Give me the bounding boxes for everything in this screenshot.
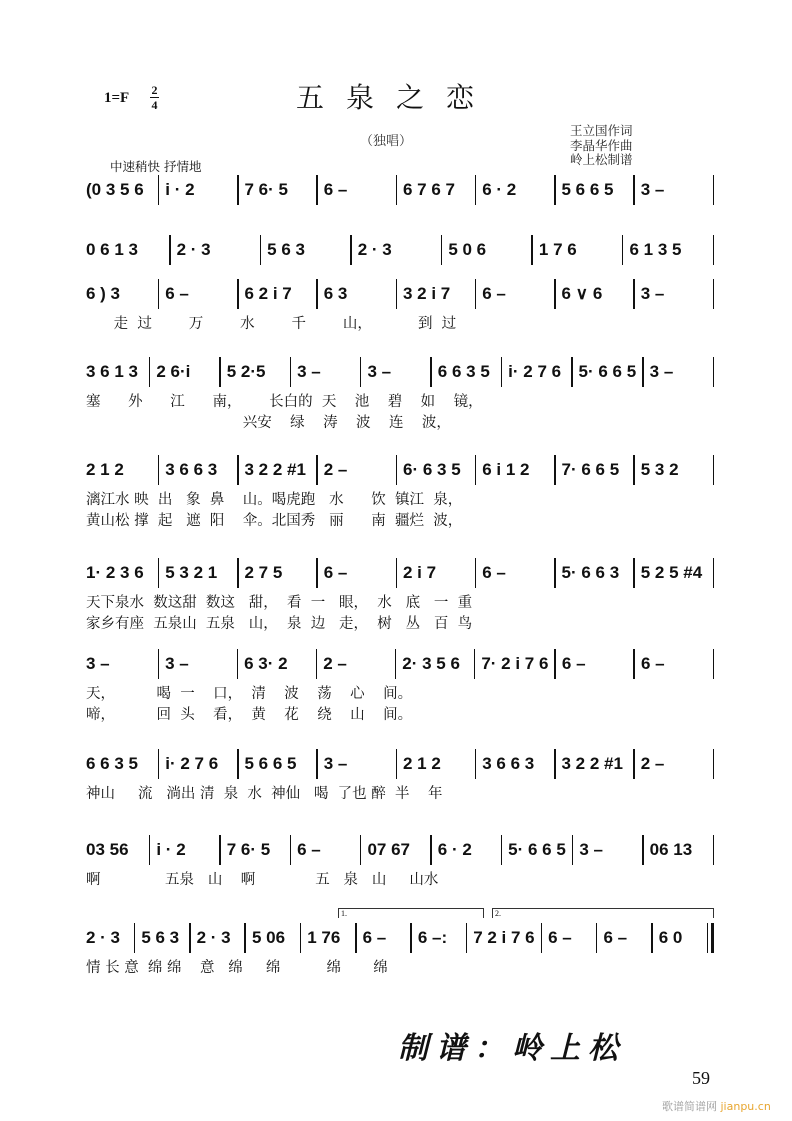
measure: 2 1 2 xyxy=(86,460,124,479)
measure: 5· 6 6 3 xyxy=(561,563,620,582)
measure: 2 · 3 xyxy=(357,240,392,259)
measure: 6 0 xyxy=(658,928,683,947)
barline xyxy=(713,455,715,485)
measure: 6 –: xyxy=(417,928,448,947)
measure: 5 2 5 #4 xyxy=(640,563,703,582)
final-barline xyxy=(707,923,715,953)
score-line xyxy=(86,646,714,724)
measure: 7 2 i 7 6 xyxy=(473,928,535,947)
measure: 6 – xyxy=(323,180,348,199)
notes-row xyxy=(86,646,714,682)
measure: 2 7 5 xyxy=(244,563,283,582)
lyrics-verse-1: 天下泉水 数这甜 数这 甜， 看 一 眼， 水 底 一 重 xyxy=(86,595,473,611)
lyrics-verse-2: 啼， 回 头 看， 黄 花 绕 山 间。 xyxy=(86,707,413,723)
notes-row xyxy=(86,232,714,268)
measure: 06 13 xyxy=(649,840,693,859)
measure: 3 – xyxy=(579,840,603,859)
subtitle: （独唱） xyxy=(360,134,413,149)
measure: 6 – xyxy=(165,284,189,303)
notes-row xyxy=(86,832,714,868)
measure: 3 6 6 3 xyxy=(482,754,535,773)
measure: 6 ∨ 6 xyxy=(561,284,603,303)
measure: 2 · 3 xyxy=(176,240,211,259)
barline xyxy=(713,279,715,309)
notes-row xyxy=(86,276,714,312)
measure: 6 2 i 7 xyxy=(244,284,292,303)
time-signature-top: 2 xyxy=(151,83,158,97)
lyrics-verse-1: 走 过 万 水 千 山， 到 过 xyxy=(86,316,457,332)
score-line xyxy=(86,555,714,633)
measure: 2· 3 5 6 xyxy=(402,654,460,673)
barline xyxy=(713,175,715,205)
watermark-text: 歌谱简谱网 xyxy=(662,1100,717,1113)
notes-row xyxy=(86,555,714,591)
measure: 3 6 1 3 xyxy=(86,362,138,381)
measure: 6 1 3 5 xyxy=(629,240,682,259)
score-line xyxy=(86,354,714,432)
measure: 3 2 2 #1 xyxy=(244,460,306,479)
measure: i· 2 7 6 xyxy=(508,362,562,381)
watermark-url: jianpu.cn xyxy=(720,1100,771,1113)
notes-row xyxy=(86,172,714,208)
measure: i · 2 xyxy=(165,180,195,199)
measure: 6 – xyxy=(323,563,348,582)
barline xyxy=(713,357,715,387)
measure: 6 – xyxy=(362,928,387,947)
score-line xyxy=(86,276,714,333)
measure: 5 6 3 xyxy=(141,928,180,947)
measure: (0 3 5 6 xyxy=(86,180,144,199)
measure: 2 6·i xyxy=(156,362,191,381)
measure: 6 6 3 5 xyxy=(437,362,490,381)
time-signature-bottom: 4 xyxy=(151,98,158,112)
measure: 6 3· 2 xyxy=(244,654,288,673)
measure: 3 – xyxy=(367,362,392,381)
measure: 1 76 xyxy=(307,928,341,947)
barline xyxy=(713,558,715,588)
measure: 6 ) 3 xyxy=(86,284,121,303)
notes-row xyxy=(86,746,714,782)
barline xyxy=(713,235,715,265)
measure: 6 6 3 5 xyxy=(86,754,138,773)
measure: 3 – xyxy=(649,362,674,381)
barline xyxy=(713,649,715,679)
measure: 3 – xyxy=(323,754,348,773)
watermark xyxy=(662,1098,771,1114)
measure: 6 – xyxy=(482,284,506,303)
measure: 2 1 2 xyxy=(403,754,441,773)
score-line xyxy=(86,909,714,977)
measure: 7 6· 5 xyxy=(226,840,271,859)
lyrics-verse-1: 神山 流 淌出 清 泉 水 神仙 喝 了也 醉 半 年 xyxy=(86,786,443,802)
measure: 5 3 2 xyxy=(640,460,679,479)
measure: 03 56 xyxy=(86,840,129,859)
signature: 制谱：岭上松 xyxy=(398,1031,626,1066)
measure: i· 2 7 6 xyxy=(165,754,219,773)
measure: 6 i 1 2 xyxy=(482,460,530,479)
measure: 2 – xyxy=(323,654,347,673)
measure: 6 · 2 xyxy=(482,180,517,199)
measure: 6 – xyxy=(297,840,321,859)
measure: 2 – xyxy=(640,754,665,773)
measure: 07 67 xyxy=(367,840,410,859)
key-signature: 1=F xyxy=(104,90,130,106)
measure: 7· 2 i 7 6 xyxy=(481,654,549,673)
page-number: 59 xyxy=(692,1068,710,1088)
lyrics-verse-1: 塞 外 江 南， 长白的 天 池 碧 如 镜， xyxy=(86,394,483,410)
measure: 1· 2 3 6 xyxy=(86,563,144,582)
credits xyxy=(570,124,633,168)
measure: 5 2·5 xyxy=(226,362,266,381)
measure: 0 6 1 3 xyxy=(86,240,138,259)
measure: 6 – xyxy=(640,654,665,673)
measure: 3 – xyxy=(297,362,321,381)
measure: 6 3 xyxy=(323,284,348,303)
measure: 3 2 2 #1 xyxy=(561,754,623,773)
lyrics-verse-1: 漓江水 映 出 象 鼻 山。喝虎跑 水 饮 镇江 泉， xyxy=(86,492,463,508)
time-signature xyxy=(150,84,159,111)
measure: 3 – xyxy=(640,284,665,303)
measure: 5 6 6 5 xyxy=(561,180,614,199)
score-line xyxy=(86,172,714,208)
barline xyxy=(713,835,715,865)
measure: 6 – xyxy=(561,654,586,673)
measure: 5 3 2 1 xyxy=(165,563,218,582)
measure: 3 – xyxy=(640,180,665,199)
notes-row xyxy=(86,354,714,390)
measure: 6 – xyxy=(482,563,506,582)
score-line xyxy=(86,232,714,268)
lyricist-credit: 王立国作词 xyxy=(570,123,633,138)
arranger-credit: 岭上松制谱 xyxy=(570,152,633,167)
measure: 7· 6 6 5 xyxy=(561,460,620,479)
lyrics-verse-2: 黄山松 撑 起 遮 阳 伞。北国秀 丽 南 疆烂 波， xyxy=(86,513,463,529)
measure: 3 6 6 3 xyxy=(165,460,218,479)
measure: 6 · 2 xyxy=(437,840,472,859)
measure: 6 7 6 7 xyxy=(403,180,455,199)
score-line xyxy=(86,746,714,803)
composer-credit: 李晶华作曲 xyxy=(570,137,633,153)
measure: 3 2 i 7 xyxy=(403,284,451,303)
measure: 3 – xyxy=(165,654,189,673)
page-title: 五泉之恋 xyxy=(296,81,497,114)
measure: 2 · 3 xyxy=(86,928,121,947)
measure: 7 6· 5 xyxy=(244,180,288,199)
volta-second-ending: 2. xyxy=(492,908,714,918)
lyrics-verse-1: 情 长 意 绵 绵 意 绵 绵 绵 绵 xyxy=(86,960,388,976)
measure: 5 0 6 xyxy=(448,240,487,259)
measure: 5· 6 6 5 xyxy=(578,362,637,381)
score-line xyxy=(86,452,714,530)
score-line xyxy=(86,832,714,889)
measure: 6 – xyxy=(548,928,572,947)
measure: 6 – xyxy=(603,928,628,947)
barline xyxy=(713,749,715,779)
measure: i · 2 xyxy=(156,840,186,859)
notes-row xyxy=(86,452,714,488)
measure: 1 7 6 xyxy=(538,240,577,259)
lyrics-verse-2: 兴安 绿 涛 波 连 波， xyxy=(86,415,451,431)
lyrics-verse-2: 家乡有座 五泉山 五泉 山， 泉 边 走， 树 丛 百 鸟 xyxy=(86,616,473,632)
measure: 6· 6 3 5 xyxy=(403,460,461,479)
notes-row xyxy=(86,920,714,956)
tempo-marking: 中速稍快 抒情地 xyxy=(110,159,202,174)
measure: 5 6 6 5 xyxy=(244,754,297,773)
volta-first-ending: 1. xyxy=(338,908,484,918)
measure: 5 06 xyxy=(251,928,286,947)
measure: 2 i 7 xyxy=(403,563,437,582)
measure: 5· 6 6 5 xyxy=(508,840,566,859)
measure: 2 · 3 xyxy=(196,928,231,947)
measure: 2 – xyxy=(323,460,348,479)
lyrics-verse-1: 啊 五泉 山 啊 五 泉 山 山水 xyxy=(86,872,439,888)
measure: 3 – xyxy=(86,654,110,673)
measure: 5 6 3 xyxy=(267,240,305,259)
lyrics-verse-1: 天， 喝 一 口， 清 波 荡 心 间。 xyxy=(86,686,413,702)
